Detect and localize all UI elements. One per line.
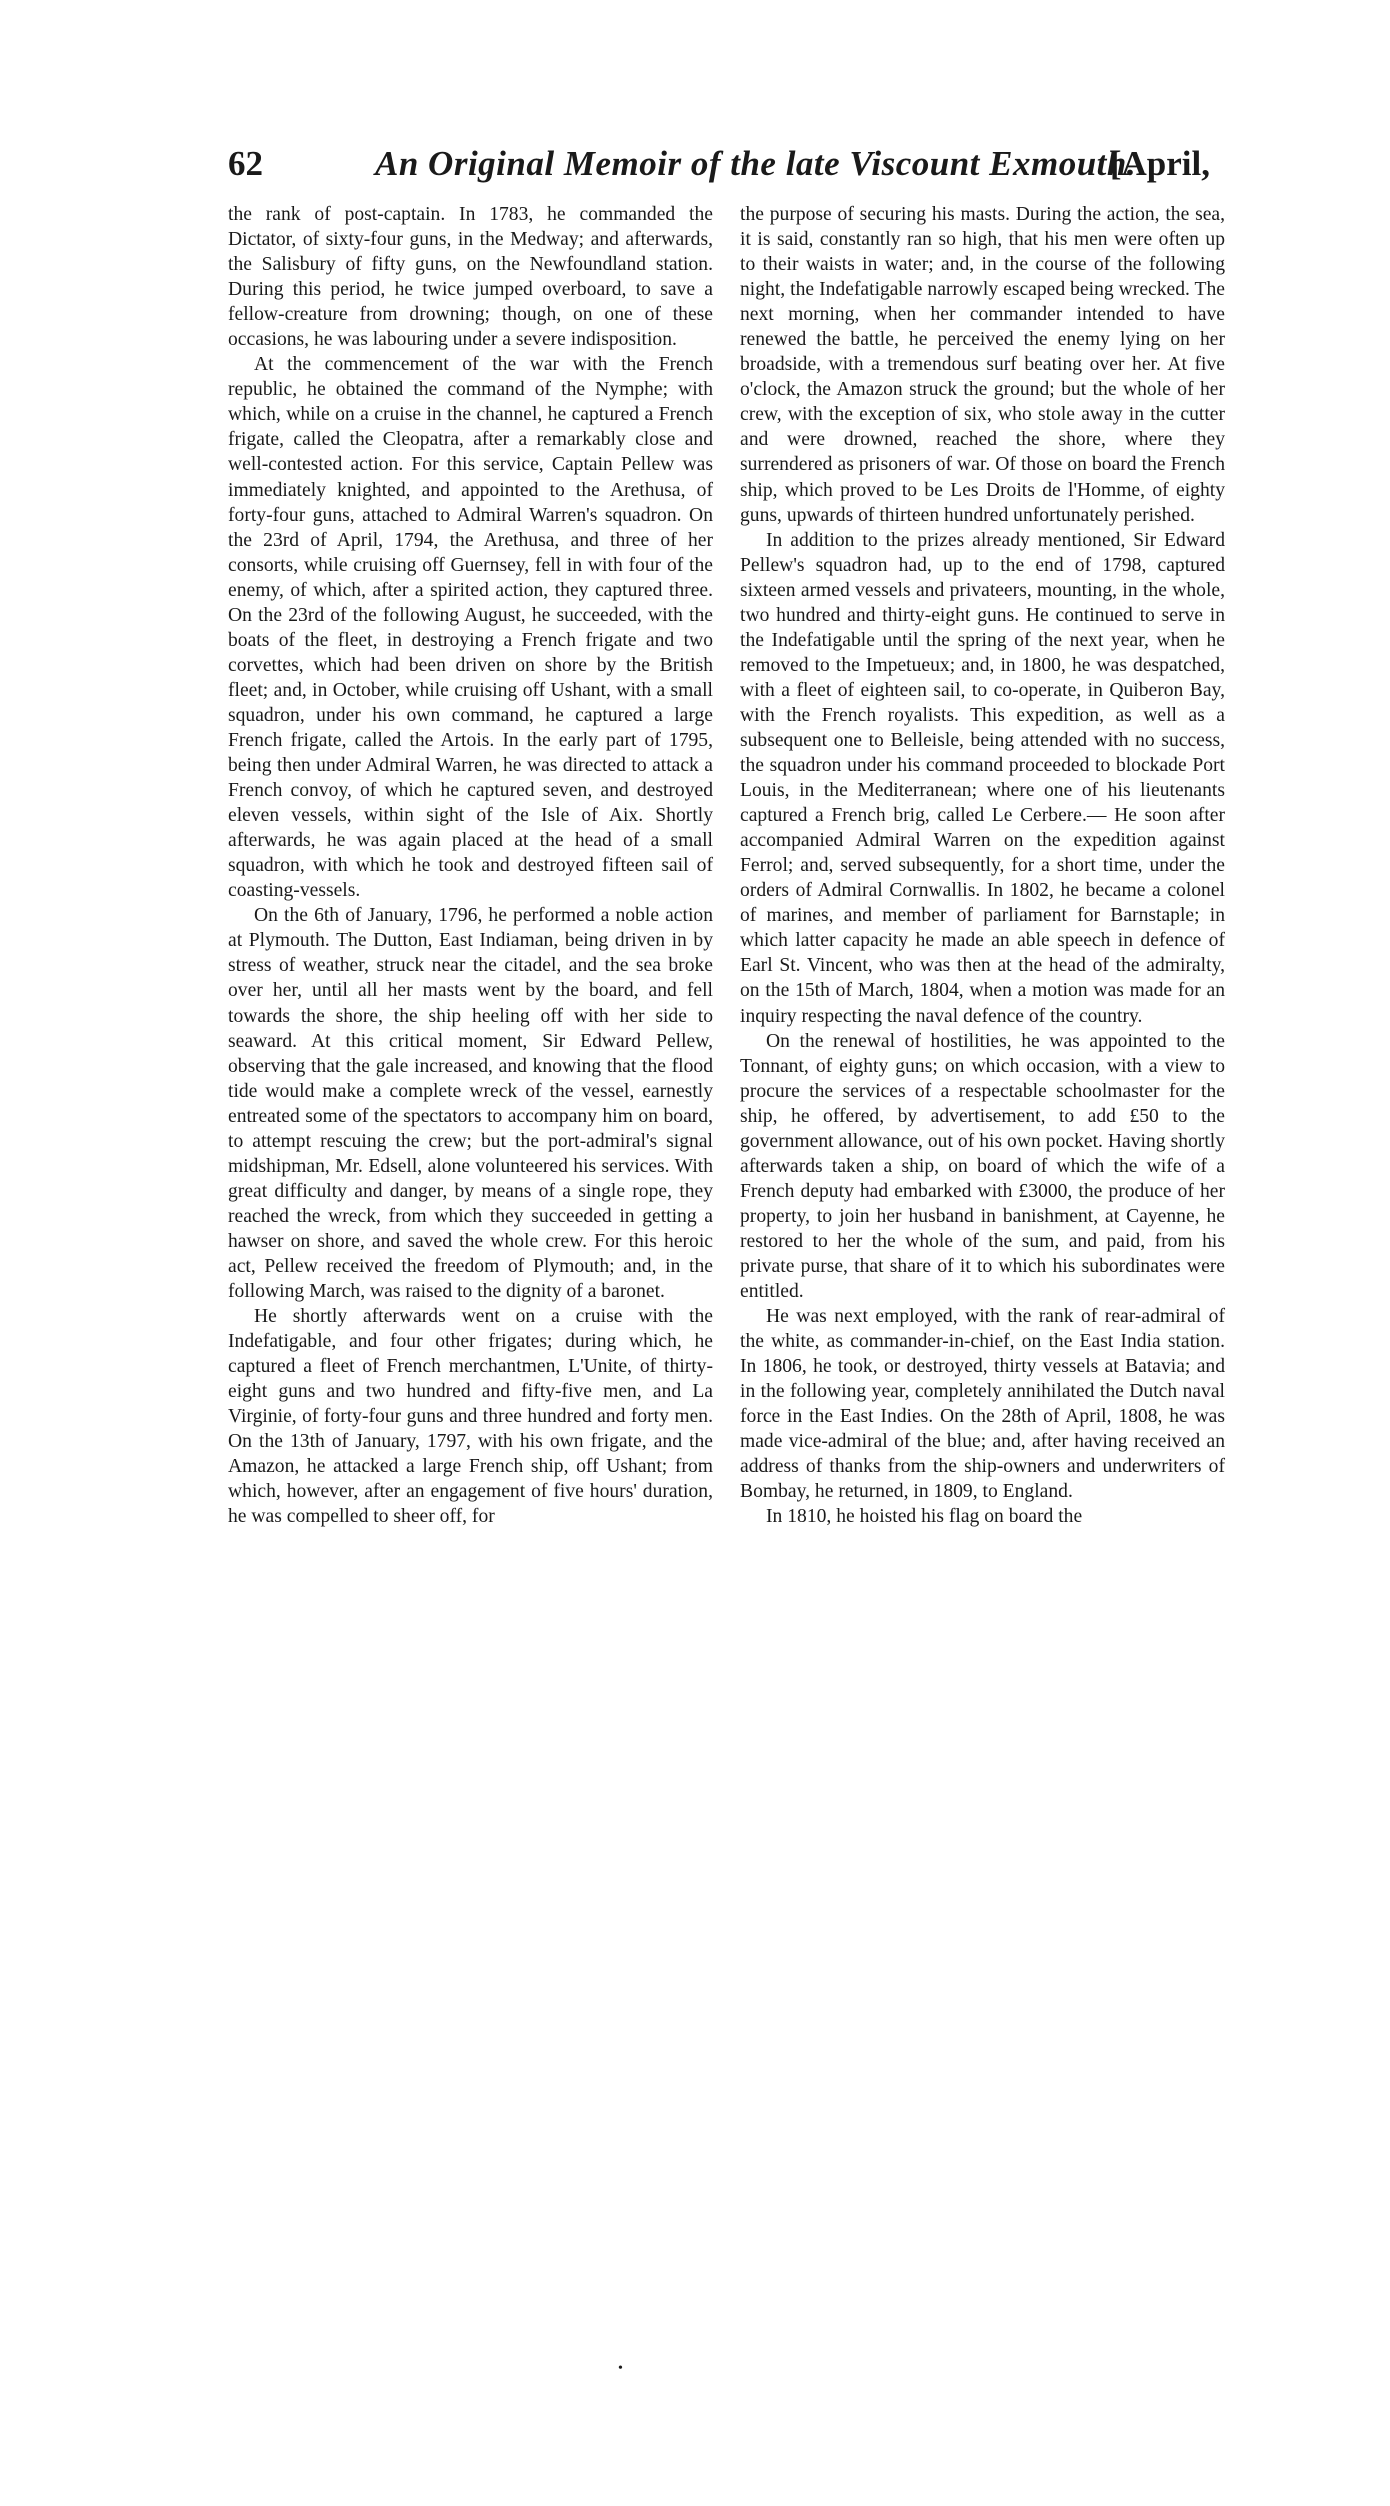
right-column xyxy=(740,202,1225,1529)
running-header xyxy=(220,138,1210,190)
running-month: [April, xyxy=(1109,144,1210,183)
paragraph: On the 6th of January, 1796, he performed a noble action at Plymouth. The Dutton, East Indiaman, being driven in by stress of weather, struck near the citadel, and the sea broke over her, until all her masts went by the board, and fell towards the shore, the ship heeling off with her side to seaward. At this critical moment, Sir Edward Pellew, observing that the gale increased, and knowing that the flood tide would make a complete wreck of the vessel, earnestly entreated some of the spectators to accompany him on board, to attempt rescuing the crew; but the port-admiral's signal midshipman, Mr. Edsell, alone volunteered his services. With great difficulty and danger, by means of a single rope, they reached the wreck, from which they succeeded in getting a hawser on shore, and saved the whole crew. For this heroic act, Pellew received the freedom of Plymouth; and, in the following March, was raised to the dignity of a baronet. xyxy=(228,905,713,1303)
paragraph: At the commencement of the war with the French republic, he obtained the command of the Nymphe; with which, while on a cruise in the channel, he captured a French frigate, called the Cleopatra, after a remarkably close and well-contested action. For this service, Captain Pellew was immediately knighted, and appointed to the Arethusa, of forty-four guns, attached to Admiral Warren's squadron. On the 23rd of April, 1794, the Arethusa, and three of her consorts, while cruising off Guernsey, fell in with four of the enemy, of which, after a spirited action, they captured three. On the 23rd of the following August, he succeeded, with the boats of the fleet, in destroying a French frigate and two corvettes, which had been driven on shore by the British fleet; and, in October, while cruising off Ushant, with a small squadron, under his own command, he captured a large French frigate, called the Artois. In the early part of 1795, being then under Admiral Warren, he was directed to attack a French convoy, of which he captured seven, and destroyed eleven vessels, within sight of the Isle of Aix. Shortly afterwards, he was again placed at the head of a small squadron, with which he took and destroyed fifteen sail of coasting-vessels. xyxy=(228,354,713,902)
paragraph: In addition to the prizes already mentioned, Sir Edward Pellew's squadron had, up to the end of 1798, captured sixteen armed vessels and privateers, mounting, in the whole, two hundred and thirty-eight guns. He continued to serve in the Indefatigable until the spring of the next year, when he removed to the Impetueux; and, in 1800, he was despatched, with a fleet of eighteen sail, to co-operate, in Quiberon Bay, with the French royalists. This expedition, as well as a subsequent one to Belleisle, being attended with no success, the squadron under his command proceeded to blockade Port Louis, in the Mediterranean; where one of his lieutenants captured a French brig, called Le Cerbere.— He soon after accompanied Admiral Warren on the expedition against Ferrol; and, served subsequently, for a short time, under the orders of Admiral Cornwallis. In 1802, he became a colonel of marines, and member of parliament for Barnstaple; in which latter capacity he made an able speech in defence of Earl St. Vincent, who was then at the head of the admiralty, on the 15th of March, 1804, when a motion was made for an inquiry respecting the naval defence of the country. xyxy=(740,529,1225,1027)
paragraph: the rank of post-captain. In 1783, he commanded the Dictator, of sixty-four guns, in the Medway; and afterwards, the Salisbury of fifty guns, on the Newfoundland station. During this period, he twice jumped overboard, to save a fellow-creature from drowning; though, on one of these occasions, he was labouring under a severe indisposition. xyxy=(228,204,713,351)
left-column xyxy=(228,202,713,1529)
paragraph: He shortly afterwards went on a cruise with the Indefatigable, and four other frigates; during which, he captured a fleet of French merchantmen, L'Unite, of thirty-eight guns and two hundred and fifty-five men, and La Virginie, of forty-four guns and three hundred and forty men. On the 13th of January, 1797, with his own frigate, and the Amazon, he attacked a large French ship, off Ushant; from which, however, after an engagement of five hours' duration, he was compelled to sheer off, for xyxy=(228,1306,713,1528)
paragraph: He was next employed, with the rank of rear-admiral of the white, as commander-in-chief, on the East India station. In 1806, he took, or destroyed, thirty vessels at Batavia; and in the following year, completely annihilated the Dutch naval force in the East Indies. On the 28th of April, 1808, he was made vice-admiral of the blue; and, after having received an address of thanks from the ship-owners and underwriters of Bombay, he returned, in 1809, to England. xyxy=(740,1306,1225,1503)
paragraph: In 1810, he hoisted his flag on board the xyxy=(766,1506,1083,1528)
running-title: An Original Memoir of the late Viscount Exmouth. xyxy=(375,144,1137,183)
page-footer-mark: • xyxy=(618,2361,623,2376)
paragraph: On the renewal of hostilities, he was appointed to the Tonnant, of eighty guns; on which occasion, with a view to procure the services of a respectable schoolmaster for the ship, he offered, by advertisement, to add £50 to the government allowance, out of his own pocket. Having shortly afterwards taken a ship, on board of which the wife of a French deputy had embarked with £3000, the produce of her property, to join her husband in banishment, at Cayenne, he restored to her the whole of the sum, and paid, from his private purse, that share of it to which his subordinates were entitled. xyxy=(740,1030,1225,1303)
paragraph: the purpose of securing his masts. During the action, the sea, it is said, constantly ran so high, that his men were often up to their waists in water; and, in the course of the following night, the Indefatigable narrowly escaped being wrecked. The next morning, when her commander intended to have renewed the battle, he perceived the enemy lying on her broadside, with a tremendous surf beating over her. At five o'clock, the Amazon struck the ground; but the whole of her crew, with the exception of six, who stole away in the cutter and were drowned, reached the shore, where they surrendered as prisoners of war. Of those on board the French ship, which proved to be Les Droits de l'Homme, of eighty guns, upwards of thirteen hundred unfortunately perished. xyxy=(740,204,1225,526)
page-number: 62 xyxy=(228,144,263,183)
